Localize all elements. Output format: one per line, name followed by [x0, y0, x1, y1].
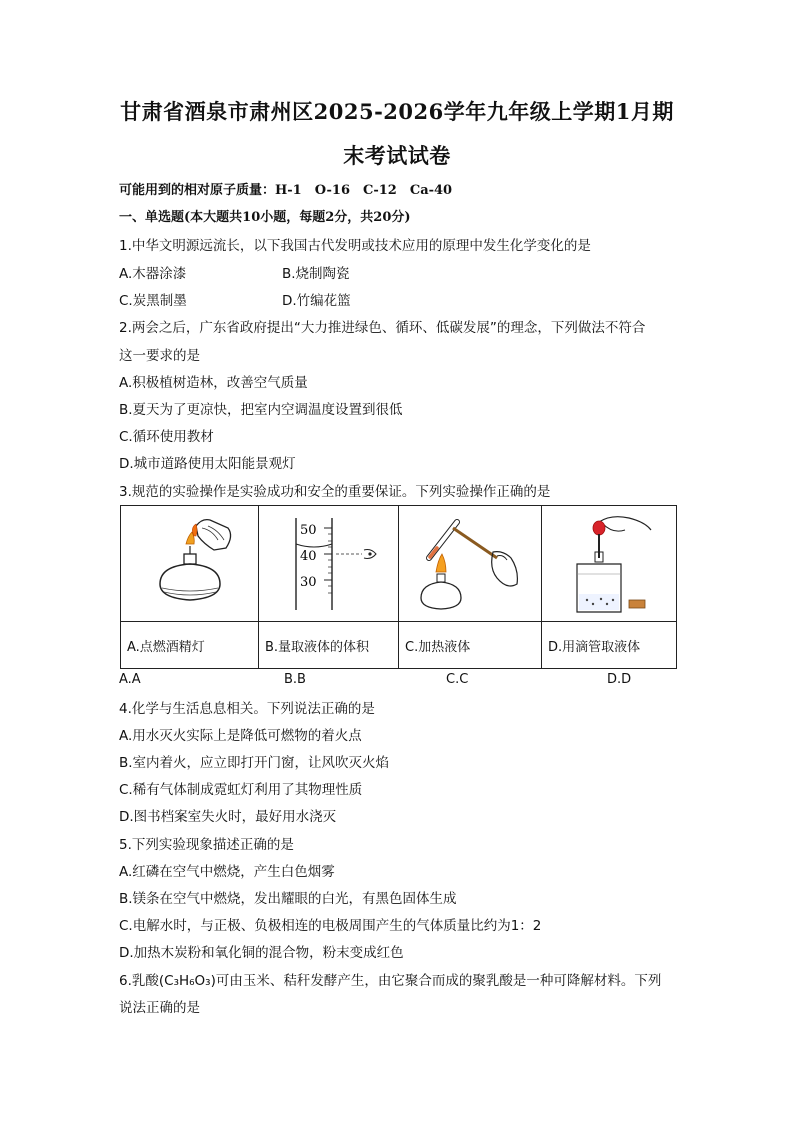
- q2-option-d: D.城市道路使用太阳能景观灯: [119, 456, 296, 472]
- atomic-mass-note: 可能用到的相对原子质量：H-1 O-16 C-12 Ca-40: [119, 183, 453, 198]
- q1-option-d: D.竹编花篮: [282, 293, 351, 309]
- q3-option-d: D.D: [607, 672, 632, 687]
- caption-a: A.点燃酒精灯: [121, 622, 259, 669]
- q4-option-c: C.稀有气体制成霓虹灯利用了其物理性质: [119, 782, 363, 798]
- dropper-bottle-icon: [559, 514, 659, 614]
- q1-stem: 1.中华文明源远流长，以下我国古代发明或技术应用的原理中发生化学变化的是: [119, 238, 591, 254]
- q3-option-a: A.A: [119, 672, 141, 687]
- exam-title-line1: 甘肃省酒泉市肃州区2025-2026学年九年级上学期1月期: [120, 99, 674, 124]
- exam-title-line2: 末考试试卷: [343, 143, 451, 168]
- q4-option-a: A.用水灭火实际上是降低可燃物的着火点: [119, 728, 362, 744]
- q2-stem-line2: 这一要求的是: [119, 348, 200, 364]
- q5-option-d: D.加热木炭粉和氧化铜的混合物，粉末变成红色: [119, 945, 404, 961]
- q3-figure-table: [120, 505, 677, 669]
- caption-b: B.量取液体的体积: [259, 622, 399, 669]
- heating-test-tube-icon: [413, 514, 528, 614]
- q6-stem-line2: 说法正确的是: [119, 1000, 200, 1016]
- q2-option-c: C.循环使用教材: [119, 429, 214, 445]
- q1-option-a: A.木器涂漆: [119, 266, 187, 282]
- q4-option-d: D.图书档案室失火时，最好用水浇灭: [119, 809, 337, 825]
- q3-option-b: B.B: [284, 672, 306, 687]
- q6-stem-line1: 6.乳酸(C₃H₆O₃)可由玉米、秸秆发酵产生，由它聚合而成的聚乳酸是一种可降解材料。下列: [119, 973, 662, 989]
- figure-d-cell: [542, 506, 677, 622]
- q1-option-b: B.烧制陶瓷: [282, 266, 350, 282]
- q4-option-b: B.室内着火，应立即打开门窗，让风吹灭火焰: [119, 755, 390, 771]
- figure-c-cell: [399, 506, 542, 622]
- q2-option-b: B.夏天为了更凉快，把室内空调温度设置到很低: [119, 402, 403, 418]
- figure-a-cell: [121, 506, 259, 622]
- figure-b-cell: [259, 506, 399, 622]
- q3-option-c: C.C: [446, 672, 469, 687]
- q1-option-c: C.炭黑制墨: [119, 293, 187, 309]
- section-heading: 一、单选题(本大题共10小题，每题2分，共20分): [119, 210, 411, 225]
- q2-stem-line1: 2.两会之后，广东省政府提出“大力推进绿色、循环、低碳发展”的理念，下列做法不符合: [119, 320, 646, 336]
- q5-option-c: C.电解水时，与正极、负极相连的电极周围产生的气体质量比约为1：2: [119, 918, 542, 934]
- caption-c: C.加热液体: [399, 622, 542, 669]
- q5-option-a: A.红磷在空气中燃烧，产生白色烟雾: [119, 864, 335, 880]
- q5-option-b: B.镁条在空气中燃烧，发出耀眼的白光，有黑色固体生成: [119, 891, 457, 907]
- q4-stem: 4.化学与生活息息相关。下列说法正确的是: [119, 701, 375, 717]
- q3-stem: 3.规范的实验操作是实验成功和安全的重要保证。下列实验操作正确的是: [119, 484, 551, 500]
- graduated-cylinder-icon: [274, 514, 384, 614]
- q5-stem: 5.下列实验现象描述正确的是: [119, 837, 294, 853]
- alcohol-lamp-lighting-icon: [140, 514, 240, 614]
- caption-d: D.用滴管取液体: [542, 622, 677, 669]
- cylinder-mark-30: 30: [299, 574, 317, 590]
- q2-option-a: A.积极植树造林，改善空气质量: [119, 375, 308, 391]
- cylinder-mark-40: 40: [299, 548, 317, 564]
- cylinder-mark-50: 50: [299, 522, 317, 538]
